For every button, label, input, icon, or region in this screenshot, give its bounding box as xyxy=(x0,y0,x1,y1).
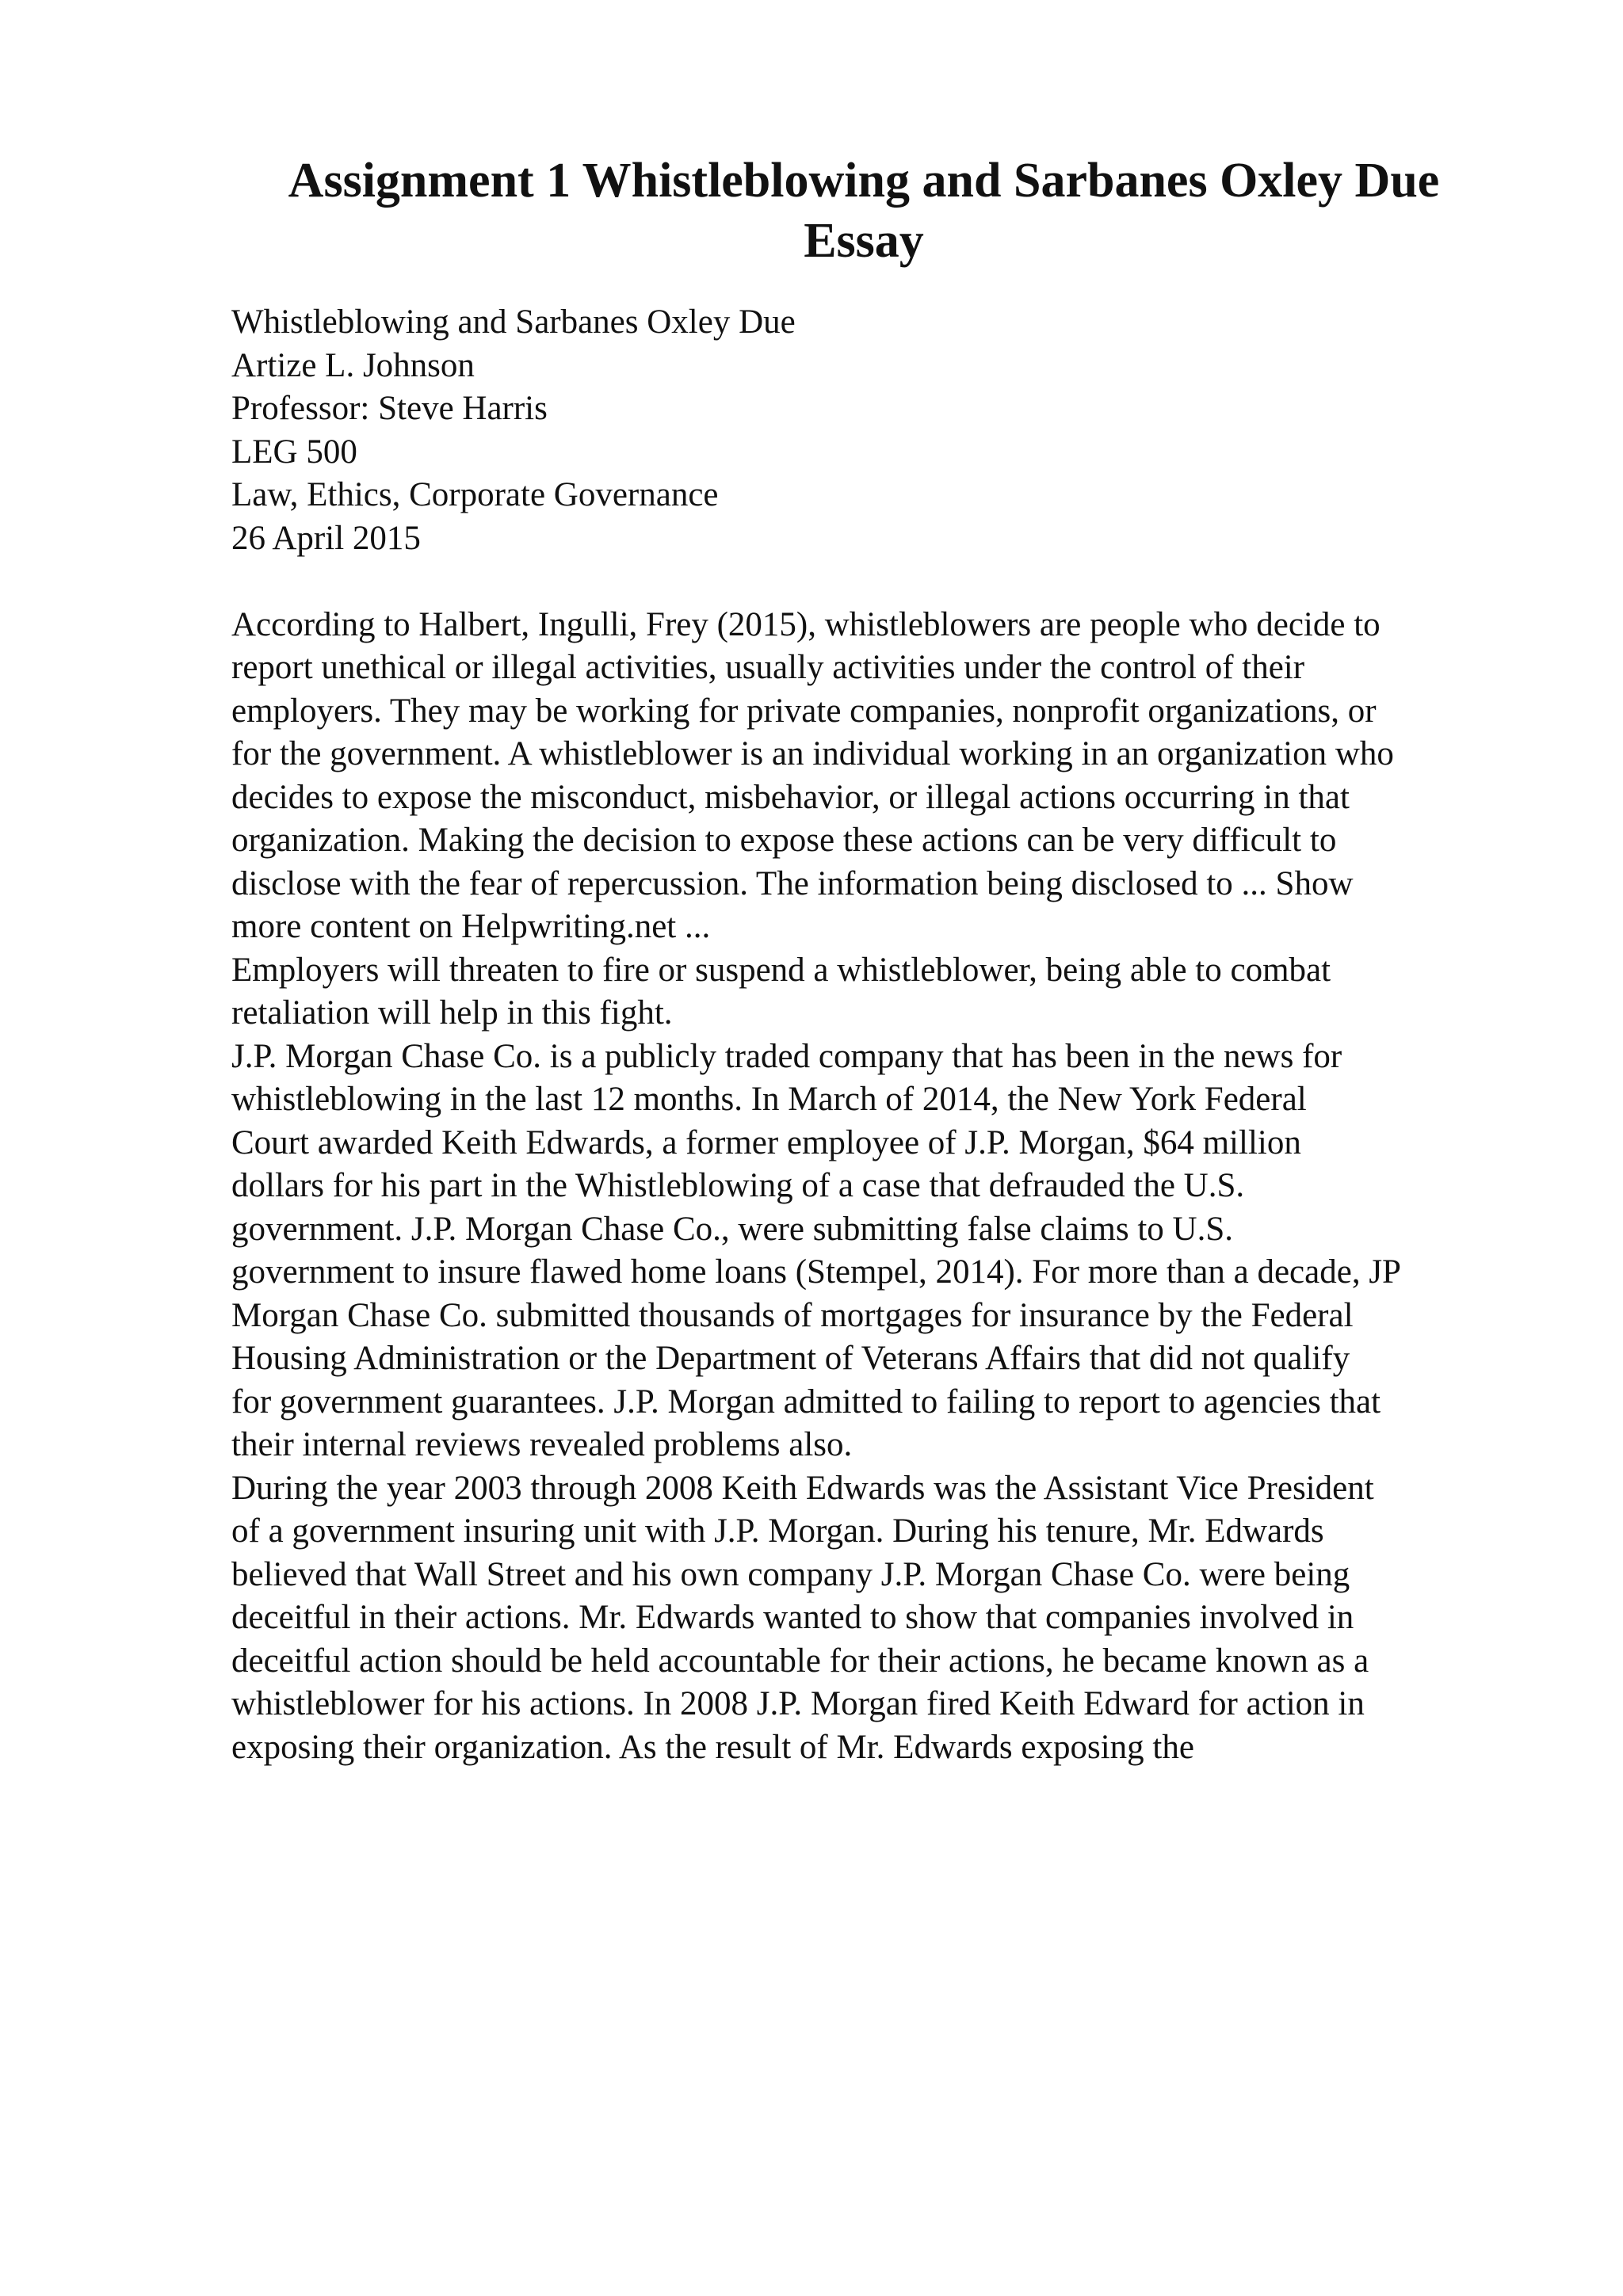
course-title: Law, Ethics, Corporate Governance xyxy=(231,476,719,513)
paragraph-line: deceitful in their actions. Mr. Edwards wanted to show that companies involved in xyxy=(231,1599,1354,1636)
header-info-block xyxy=(231,301,1531,560)
paragraph-line: whistleblower for his actions. In 2008 J.P. Morgan fired Keith Edward for action in xyxy=(231,1685,1365,1722)
essay-date: 26 April 2015 xyxy=(231,519,421,557)
paragraph-line: whistleblowing in the last 12 months. In March of 2014, the New York Federal xyxy=(231,1081,1307,1118)
essay-subtitle: Whistleblowing and Sarbanes Oxley Due xyxy=(231,303,796,341)
professor-name: Professor: Steve Harris xyxy=(231,390,548,427)
paragraph-line: more content on Helpwriting.net ... xyxy=(231,908,711,945)
paragraph xyxy=(231,1035,1531,1467)
paragraph-line: their internal reviews revealed problems also. xyxy=(231,1426,853,1463)
paragraph-line: of a government insuring unit with J.P. Morgan. During his tenure, Mr. Edwards xyxy=(231,1512,1324,1550)
author-name: Artize L. Johnson xyxy=(231,346,475,384)
section-spacer xyxy=(231,560,1531,604)
paragraph-line: Housing Administration or the Department of Veterans Affairs that did not qualify xyxy=(231,1340,1350,1377)
paragraph-line: During the year 2003 through 2008 Keith Edwards was the Assistant Vice President xyxy=(231,1469,1374,1507)
paragraph-line: government. J.P. Morgan Chase Co., were submitting false claims to U.S. xyxy=(231,1210,1233,1248)
paragraph-line: J.P. Morgan Chase Co. is a publicly traded company that has been in the news for xyxy=(231,1037,1342,1075)
paragraph-line: deceitful action should be held accountable for their actions, he became known as a xyxy=(231,1642,1369,1680)
paragraph-line: government to insure flawed home loans (Stempel, 2014). For more than a decade, JP xyxy=(231,1253,1401,1291)
paragraph-line: for government guarantees. J.P. Morgan admitted to failing to report to agencies that xyxy=(231,1383,1381,1421)
paragraph-line: exposing their organization. As the result of Mr. Edwards exposing the xyxy=(231,1728,1194,1766)
document-body xyxy=(231,301,1531,1769)
paragraph-line: believed that Wall Street and his own company J.P. Morgan Chase Co. were being xyxy=(231,1555,1350,1593)
document-title xyxy=(230,151,1498,271)
paragraph-line: retaliation will help in this fight. xyxy=(231,994,673,1032)
paragraph-line: Morgan Chase Co. submitted thousands of mortgages for insurance by the Federal xyxy=(231,1296,1354,1334)
paragraph xyxy=(231,949,1531,1035)
paragraph-line: dollars for his part in the Whistleblowing of a case that defrauded the U.S. xyxy=(231,1167,1245,1204)
paragraph xyxy=(231,1467,1531,1770)
paragraph-line: disclose with the fear of repercussion. The information being disclosed to ... Show xyxy=(231,864,1354,902)
paragraph-line: According to Halbert, Ingulli, Frey (2015), whistleblowers are people who decide to xyxy=(231,605,1381,643)
paragraph-line: decides to expose the misconduct, misbehavior, or illegal actions occurring in that xyxy=(231,778,1350,816)
course-code: LEG 500 xyxy=(231,433,357,471)
paragraph-line: report unethical or illegal activities, usually activities under the control of their xyxy=(231,649,1305,686)
title-line: Essay xyxy=(804,214,924,268)
paragraph-line: for the government. A whistleblower is an individual working in an organization who xyxy=(231,735,1394,772)
paragraph-line: employers. They may be working for private companies, nonprofit organizations, or xyxy=(231,692,1377,730)
paragraph-line: organization. Making the decision to expose these actions can be very difficult to xyxy=(231,822,1337,859)
paragraph-line: Employers will threaten to fire or suspend a whistleblower, being able to combat xyxy=(231,951,1331,989)
paragraph xyxy=(231,604,1531,949)
paragraph-line: Court awarded Keith Edwards, a former employee of J.P. Morgan, $64 million xyxy=(231,1123,1301,1161)
title-line: Assignment 1 Whistleblowing and Sarbanes Oxley Due xyxy=(288,154,1440,208)
